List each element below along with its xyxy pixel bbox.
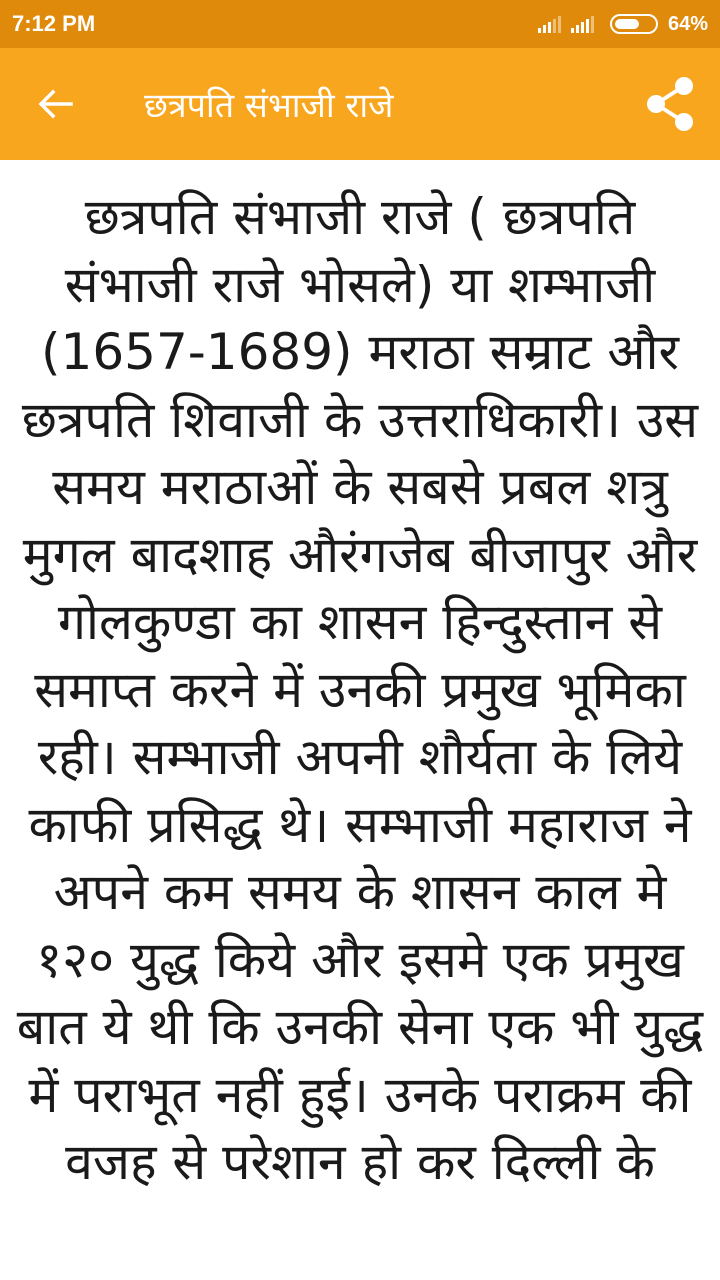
signal-icon [538, 15, 561, 33]
battery-percent: 64% [667, 12, 708, 35]
back-button[interactable] [0, 48, 110, 160]
article-body: छत्रपति संभाजी राजे ( छत्रपति संभाजी राजे भोसले) या शम्भाजी (1657-1689) मराठा सम्राट और छत्रपति शिवाजी के उत्तराधिकारी। उस समय मराठाओं के सबसे प्रबल शत्रु मुगल बादशाह औरंगजेब बीजापुर और गोलकुण्डा का शासन हिन्दुस्तान से समाप्त करने में उनकी प्रमुख भूमिका रही। सम्भाजी अपनी शौर्यता के लिये काफी प्रसिद्ध थे। सम्भाजी महाराज ने अपने कम समय के शासन काल मे १२० युद्ध किये और इसमे एक प्रमुख बात ये थी कि उनकी सेना एक भी युद्ध में पराभूत नहीं हुई। उनके पराक्रम की वजह से परेशान हो कर दिल्ली के [16, 188, 704, 1191]
share-button[interactable] [620, 48, 720, 160]
battery-icon [610, 14, 658, 34]
arrow-left-icon [35, 84, 75, 124]
status-bar [0, 0, 720, 48]
status-icons [538, 13, 708, 36]
share-icon [644, 75, 696, 133]
battery-level-fill [615, 19, 639, 29]
article-content[interactable] [0, 160, 720, 1280]
signal-icon [571, 15, 594, 33]
status-time: 7:12 PM [12, 11, 96, 36]
app-bar [0, 48, 720, 160]
page-title: छत्रपति संभाजी राजे [144, 86, 394, 126]
